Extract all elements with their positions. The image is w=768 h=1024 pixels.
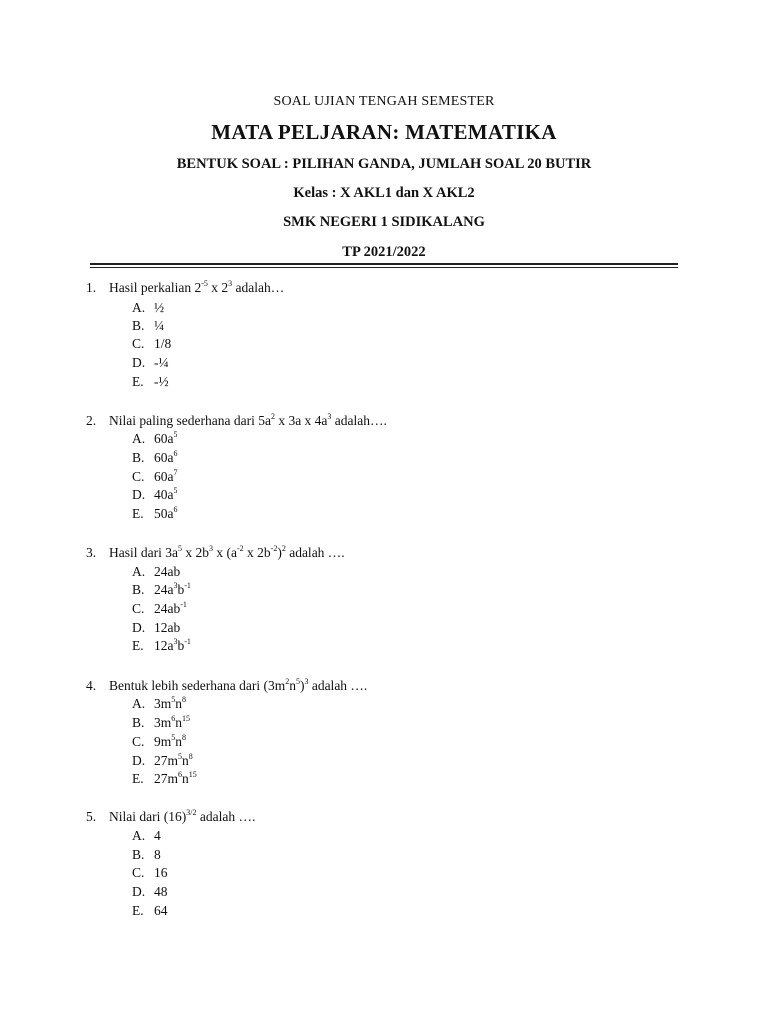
question-stem: 4. Bentuk lebih sederhana dari $(3m^2n^5)^3$ adalah …. xyxy=(86,677,368,693)
header-divider-thin xyxy=(90,267,678,268)
option-e: E. $12a^3b^{-1}$ xyxy=(132,637,191,653)
option-c: C. 1/8 xyxy=(132,336,172,351)
question-number: 4. xyxy=(86,678,97,693)
option-c: C. $60a^7$ xyxy=(132,468,178,484)
option-b: B. $24a^3b^{-1}$ xyxy=(132,581,191,597)
option-b: B. $3m^6n^{15}$ xyxy=(132,714,191,730)
question-number: 3. xyxy=(86,545,97,560)
option-b: B. ¼ xyxy=(132,318,165,333)
option-d: D. $40a^5$ xyxy=(132,486,178,502)
question-number: 5. xyxy=(86,809,97,824)
option-d: D. $27m^5n^8$ xyxy=(132,752,193,768)
question-number: 2. xyxy=(86,413,97,428)
option-c: C. $9m^5n^8$ xyxy=(132,733,187,749)
question-number: 1. xyxy=(86,280,97,295)
option-e: E. 64 xyxy=(132,903,168,918)
question-stem: 2. Nilai paling sederhana dari $5a^2$ x 3a x $4a^3$ adalah…. xyxy=(86,412,387,428)
option-a: A. $3m^5n^8$ xyxy=(132,695,187,711)
option-d: D. 12ab xyxy=(132,620,181,635)
option-e: E. -½ xyxy=(132,374,169,389)
option-a: A. 4 xyxy=(132,828,161,843)
option-a: A. 24ab xyxy=(132,564,181,579)
exam-title: SOAL UJIAN TENGAH SEMESTER xyxy=(273,94,495,109)
question-format: BENTUK SOAL : PILIHAN GANDA, JUMLAH SOAL 20 BUTIR xyxy=(176,156,592,172)
option-a: A. $60a^5$ xyxy=(132,430,178,446)
option-d: D. -¼ xyxy=(132,355,169,370)
option-c: C. 16 xyxy=(132,865,168,880)
option-d: D. 48 xyxy=(132,884,168,899)
question-stem: 1. Hasil perkalian $2^{-5}$ x $2^3$ adalah… xyxy=(86,279,285,295)
school-name: SMK NEGERI 1 SIDIKALANG xyxy=(283,214,485,230)
option-e: E. $27m^6n^{15}$ xyxy=(132,770,197,786)
header-divider-thick xyxy=(90,263,678,265)
academic-year: TP 2021/2022 xyxy=(342,244,426,260)
subject-title: MATA PELJARAN: MATEMATIKA xyxy=(211,120,557,144)
option-e: E. $50a^6$ xyxy=(132,505,178,521)
question-stem: 3. Hasil dari $3a^5$ x $2b^3$ x ($a^{-2}$ x $2b^{-2})^2$ adalah …. xyxy=(86,544,345,560)
option-a: A. ½ xyxy=(132,300,165,315)
class-info: Kelas : X AKL1 dan X AKL2 xyxy=(293,185,475,201)
question-stem: 5. Nilai dari $(16)^{3/2}$ adalah …. xyxy=(86,808,256,824)
option-b: B. 8 xyxy=(132,847,161,862)
option-c: C. $24ab^{-1}$ xyxy=(132,600,187,616)
option-b: B. $60a^6$ xyxy=(132,449,178,465)
